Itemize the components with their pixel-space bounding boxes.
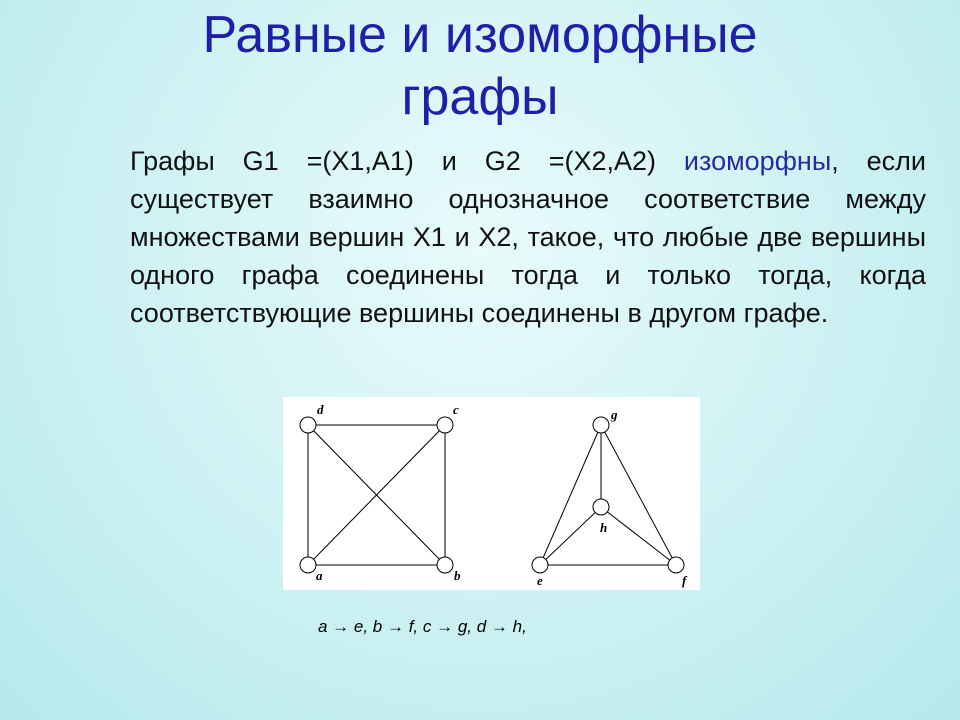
label-f: f [682,573,687,588]
label-c: c [453,402,459,417]
label-a: a [316,568,323,583]
vertex-a [300,557,316,573]
edge-h-f [601,507,676,565]
edge-g-f [601,425,676,565]
label-e: e [537,573,543,588]
vertex-e [532,557,548,573]
vertex-f [668,557,684,573]
label-h: h [600,520,608,535]
slide-title [150,4,810,128]
edge-h-e [540,507,601,565]
graphs-svg [283,397,700,590]
graph-g1 [308,425,445,565]
definition-before: Графы G1 =(X1,A1) и G2 =(X2,A2) [130,146,684,176]
label-d: d [317,402,324,417]
vertices [300,417,684,573]
graphs-figure [283,397,700,590]
mapping-caption: a → e, b → f, c → g, d → h, [318,617,527,636]
vertex-h [593,499,609,515]
vertex-c [437,417,453,433]
definition-paragraph [130,142,926,332]
edge-g-e [540,425,601,565]
definition-after: , если существует взаимно однозначное соответствие между множествами вершин X1 и X2, такое, что любые две вершины одного графа соединены тогда и только тогда, когда соответствующие вершины соединены в другом графе. [130,146,926,328]
title-line-2: графы [401,68,559,126]
label-b: b [454,568,461,583]
label-g: g [611,407,618,422]
definition-term: изоморфны [683,146,832,176]
vertex-labels [316,402,688,588]
vertex-d [300,417,316,433]
title-line-1: Равные и изоморфные [202,6,758,64]
vertex-g [593,417,609,433]
graph-g2 [540,425,676,565]
vertex-b [437,557,453,573]
